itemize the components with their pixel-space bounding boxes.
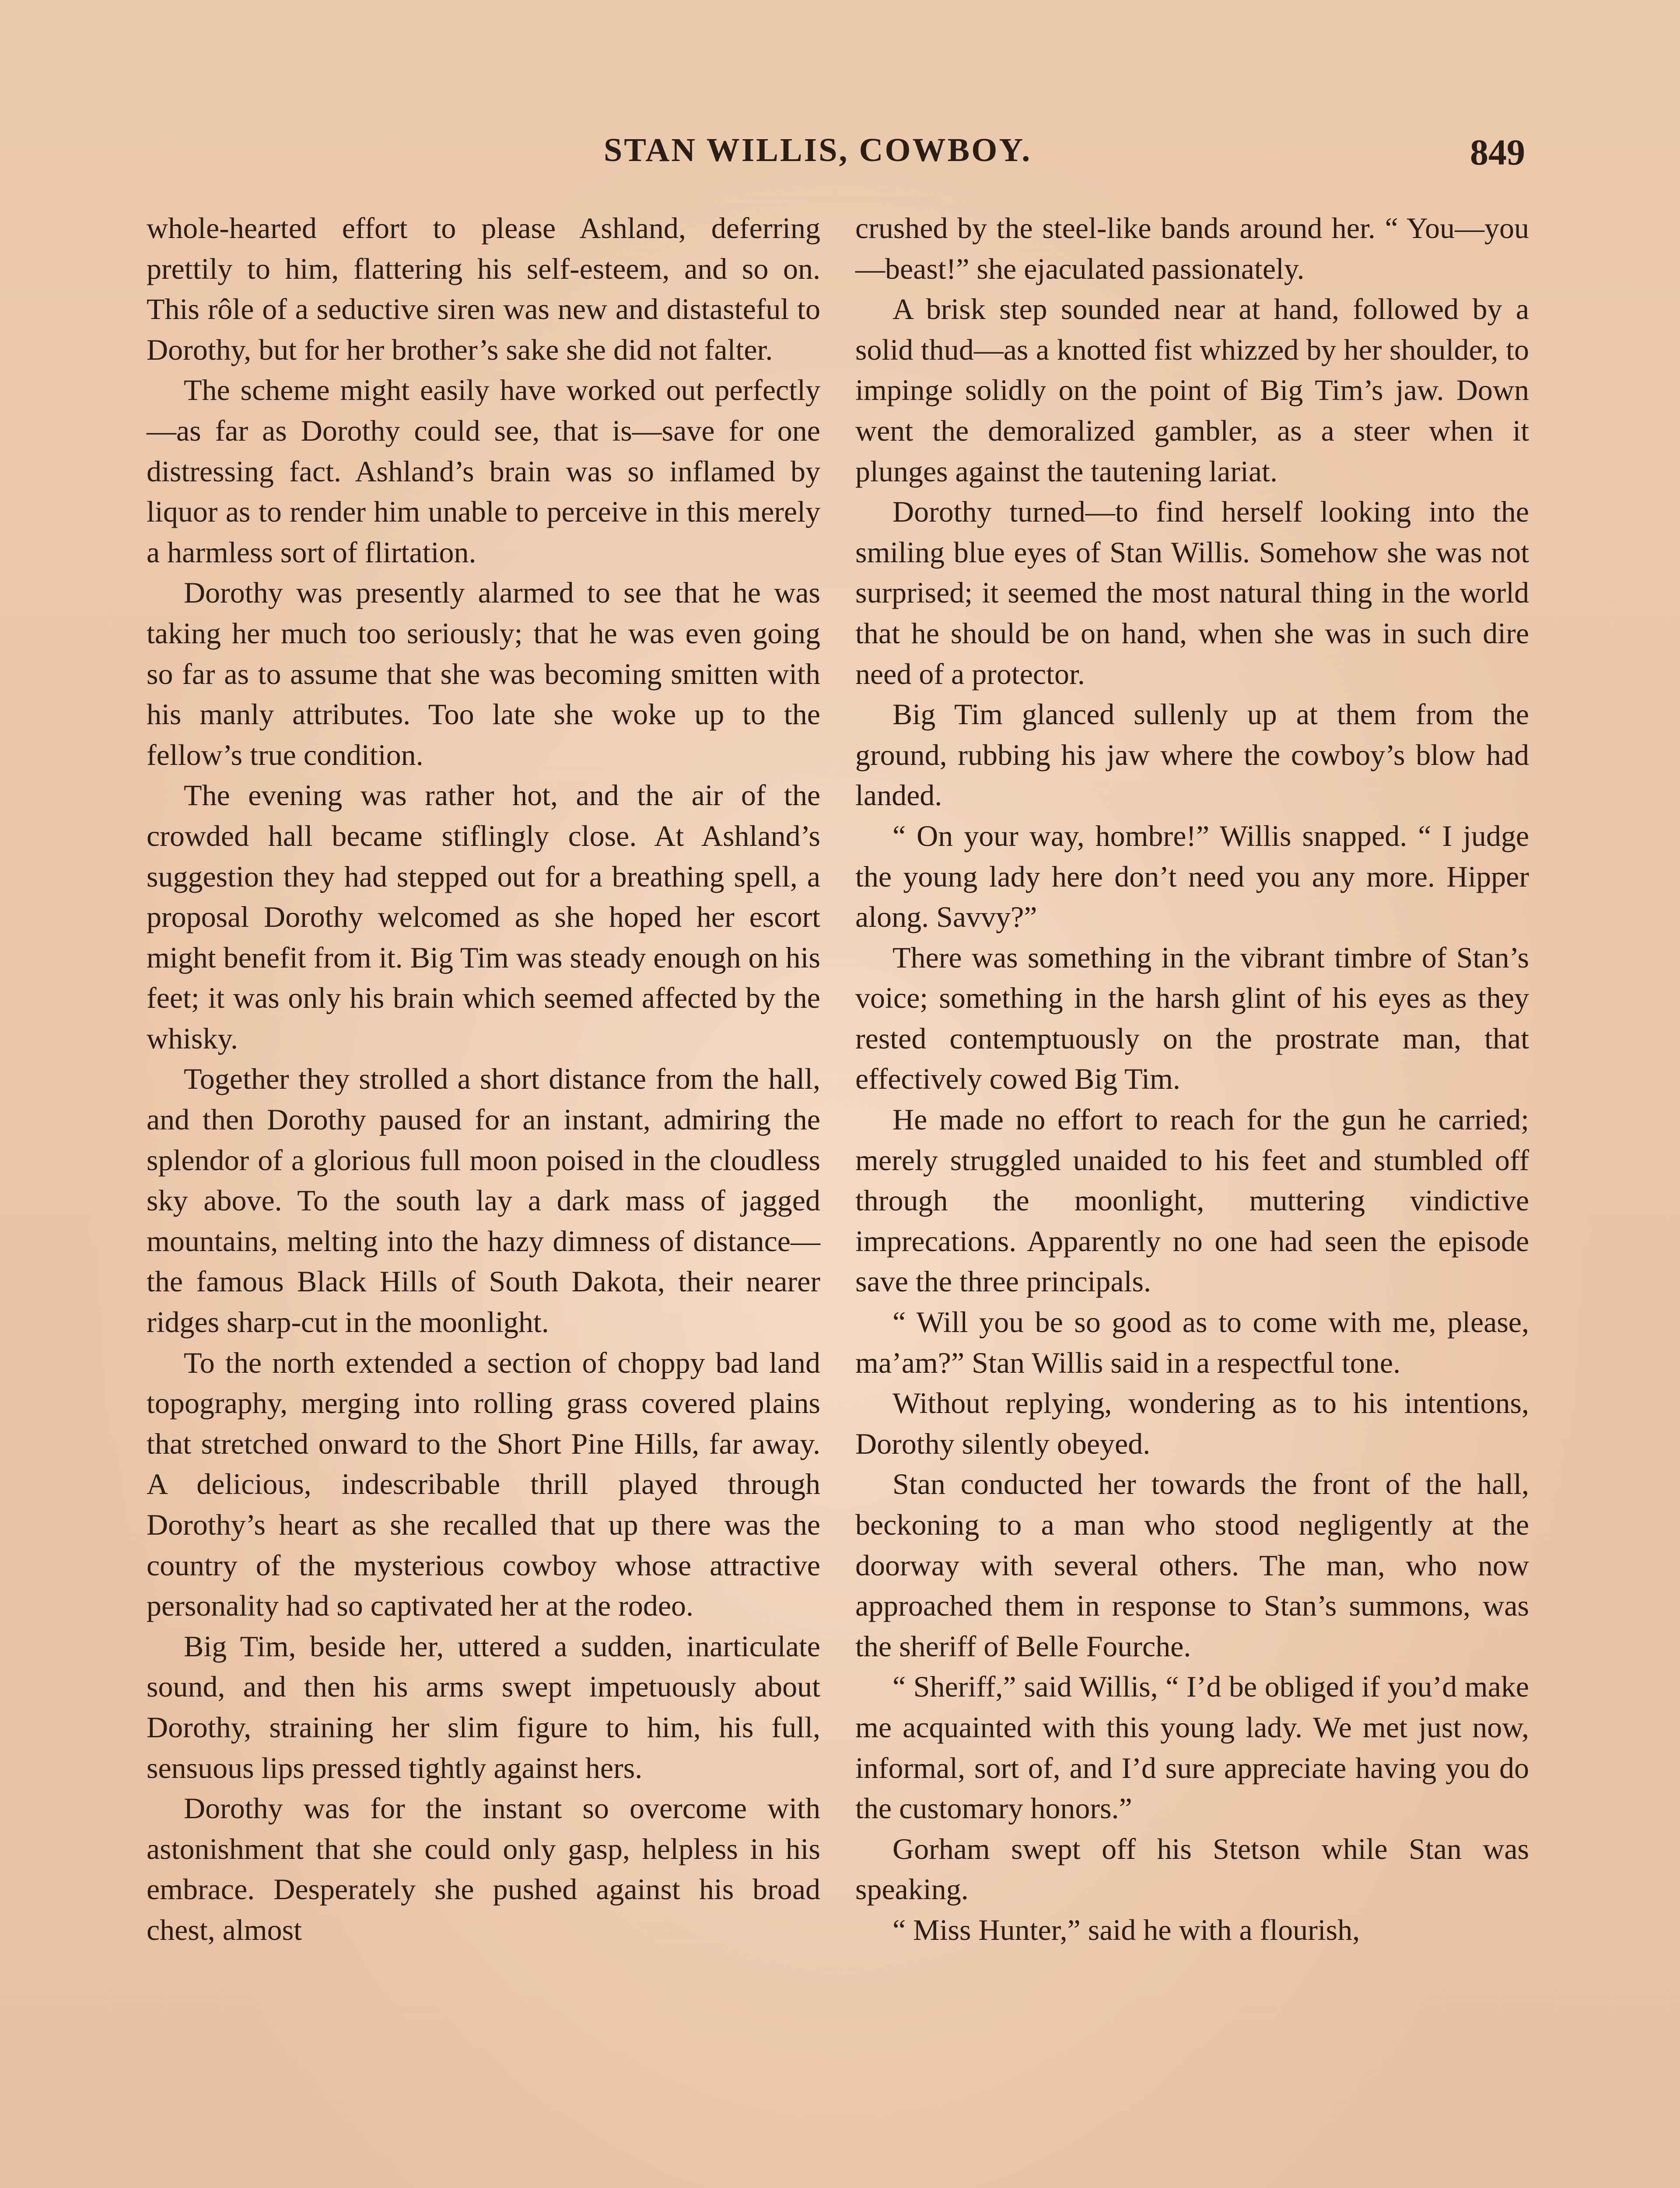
paragraph: To the north extended a section of choppy bad land topography, merging into rolling grass covered plains that stretched onward to the Short Pine Hills, far away. A delicious, indescribable thrill played through Dorothy’s heart as she recalled that up there was the country of the mysterious cowboy whose attractive personality had so captivated her at the rodeo. xyxy=(147,1346,820,1623)
paragraph: Dorothy was for the instant so overcome with astonishment that she could only gasp, helpless in his embrace. Desperately she pushed against his broad chest, almost xyxy=(147,1792,820,1946)
paragraph: The evening was rather hot, and the air of the crowded hall became stiflingly close. At Ashland’s suggestion they had stepped out for a breathing spell, a proposal Dorothy welcomed as she hoped her escort might benefit from it. Big Tim was steady enough on his feet; it was only his brain which seemed affected by the whisky. xyxy=(147,778,820,1055)
paragraph: whole-hearted effort to please Ashland, deferring prettily to him, flattering his self-esteem, and so on. This rôle of a seductive siren was new and distasteful to Dorothy, but for her brother’s sake she did not falter. xyxy=(147,211,820,366)
right-column xyxy=(855,208,1529,1950)
paragraph: There was something in the vibrant timbre of Stan’s voice; something in the harsh glint of his eyes as they rested contemptuously on the prostrate man, that effectively cowed Big Tim. xyxy=(855,940,1529,1096)
paragraph: A brisk step sounded near at hand, followed by a solid thud—as a knotted fist whizzed by her shoulder, to impinge solidly on the point of Big Tim’s jaw. Down went the demoralized gambler, as a steer when it plunges against the tautening lariat. xyxy=(855,292,1529,488)
paragraph: The scheme might easily have worked out perfectly—as far as Dorothy could see, that is—save for one distressing fact. Ashland’s brain was so inflamed by liquor as to render him unable to perceive in this merely a harmless sort of flirtation. xyxy=(147,373,820,569)
paragraph: “ Miss Hunter,” said he with a flourish, xyxy=(892,1913,1360,1946)
paragraph: Big Tim glanced sullenly up at them from the ground, rubbing his jaw where the cowboy’s blow had landed. xyxy=(855,698,1529,812)
paragraph: “ Sheriff,” said Willis, “ I’d be obliged if you’d make me acquainted with this young lady. We met just now, informal, sort of, and I’d sure appreciate having you do the customary honors.” xyxy=(855,1670,1529,1825)
paragraph: Without replying, wondering as to his intentions, Dorothy silently obeyed. xyxy=(855,1386,1529,1460)
paragraph: Stan conducted her towards the front of the hall, beckoning to a man who stood negligently at the doorway with several others. The man, who now approached them in response to Stan’s summons, was the sheriff of Belle Fourche. xyxy=(855,1467,1529,1663)
paragraph: Gorham swept off his Stetson while Stan was speaking. xyxy=(855,1832,1529,1906)
paragraph: Big Tim, beside her, uttered a sudden, inarticulate sound, and then his arms swept impetuously about Dorothy, straining her slim figure to him, his full, sensuous lips pressed tightly against hers. xyxy=(147,1629,820,1785)
paragraph: He made no effort to reach for the gun he carried; merely struggled unaided to his feet and stumbled off through the moonlight, muttering vindictive imprecations. Apparently no one had seen the episode save the three principals. xyxy=(855,1103,1529,1298)
left-column xyxy=(147,208,820,1950)
page-number: 849 xyxy=(1470,132,1525,173)
paragraph: Together they strolled a short distance from the hall, and then Dorothy paused for an instant, admiring the splendor of a glorious full moon poised in the cloudless sky above. To the south lay a dark mass of jagged mountains, melting into the hazy dimness of distance—the famous Black Hills of South Dakota, their nearer ridges sharp-cut in the moonlight. xyxy=(147,1062,820,1339)
running-title: STAN WILLIS, COWBOY. xyxy=(604,132,1032,168)
paragraph: Dorothy turned—to find herself looking into the smiling blue eyes of Stan Willis. Somehow she was not surprised; it seemed the most natural thing in the world that he should be on hand, when she was in such dire need of a protector. xyxy=(855,495,1529,691)
paragraph: “ Will you be so good as to come with me, please, ma’am?” Stan Willis said in a respectful tone. xyxy=(855,1305,1529,1379)
paragraph: Dorothy was presently alarmed to see that he was taking her much too seriously; that he was even going so far as to assume that she was becoming smitten with his manly attributes. Too late she woke up to the fellow’s true condition. xyxy=(147,576,820,771)
paragraph: crushed by the steel-like bands around her. “ You—you—beast!” she ejaculated passionately. xyxy=(855,211,1529,285)
paragraph: “ On your way, hombre!” Willis snapped. “ I judge the young lady here don’t need you any more. Hipper along. Savvy?” xyxy=(855,819,1529,934)
